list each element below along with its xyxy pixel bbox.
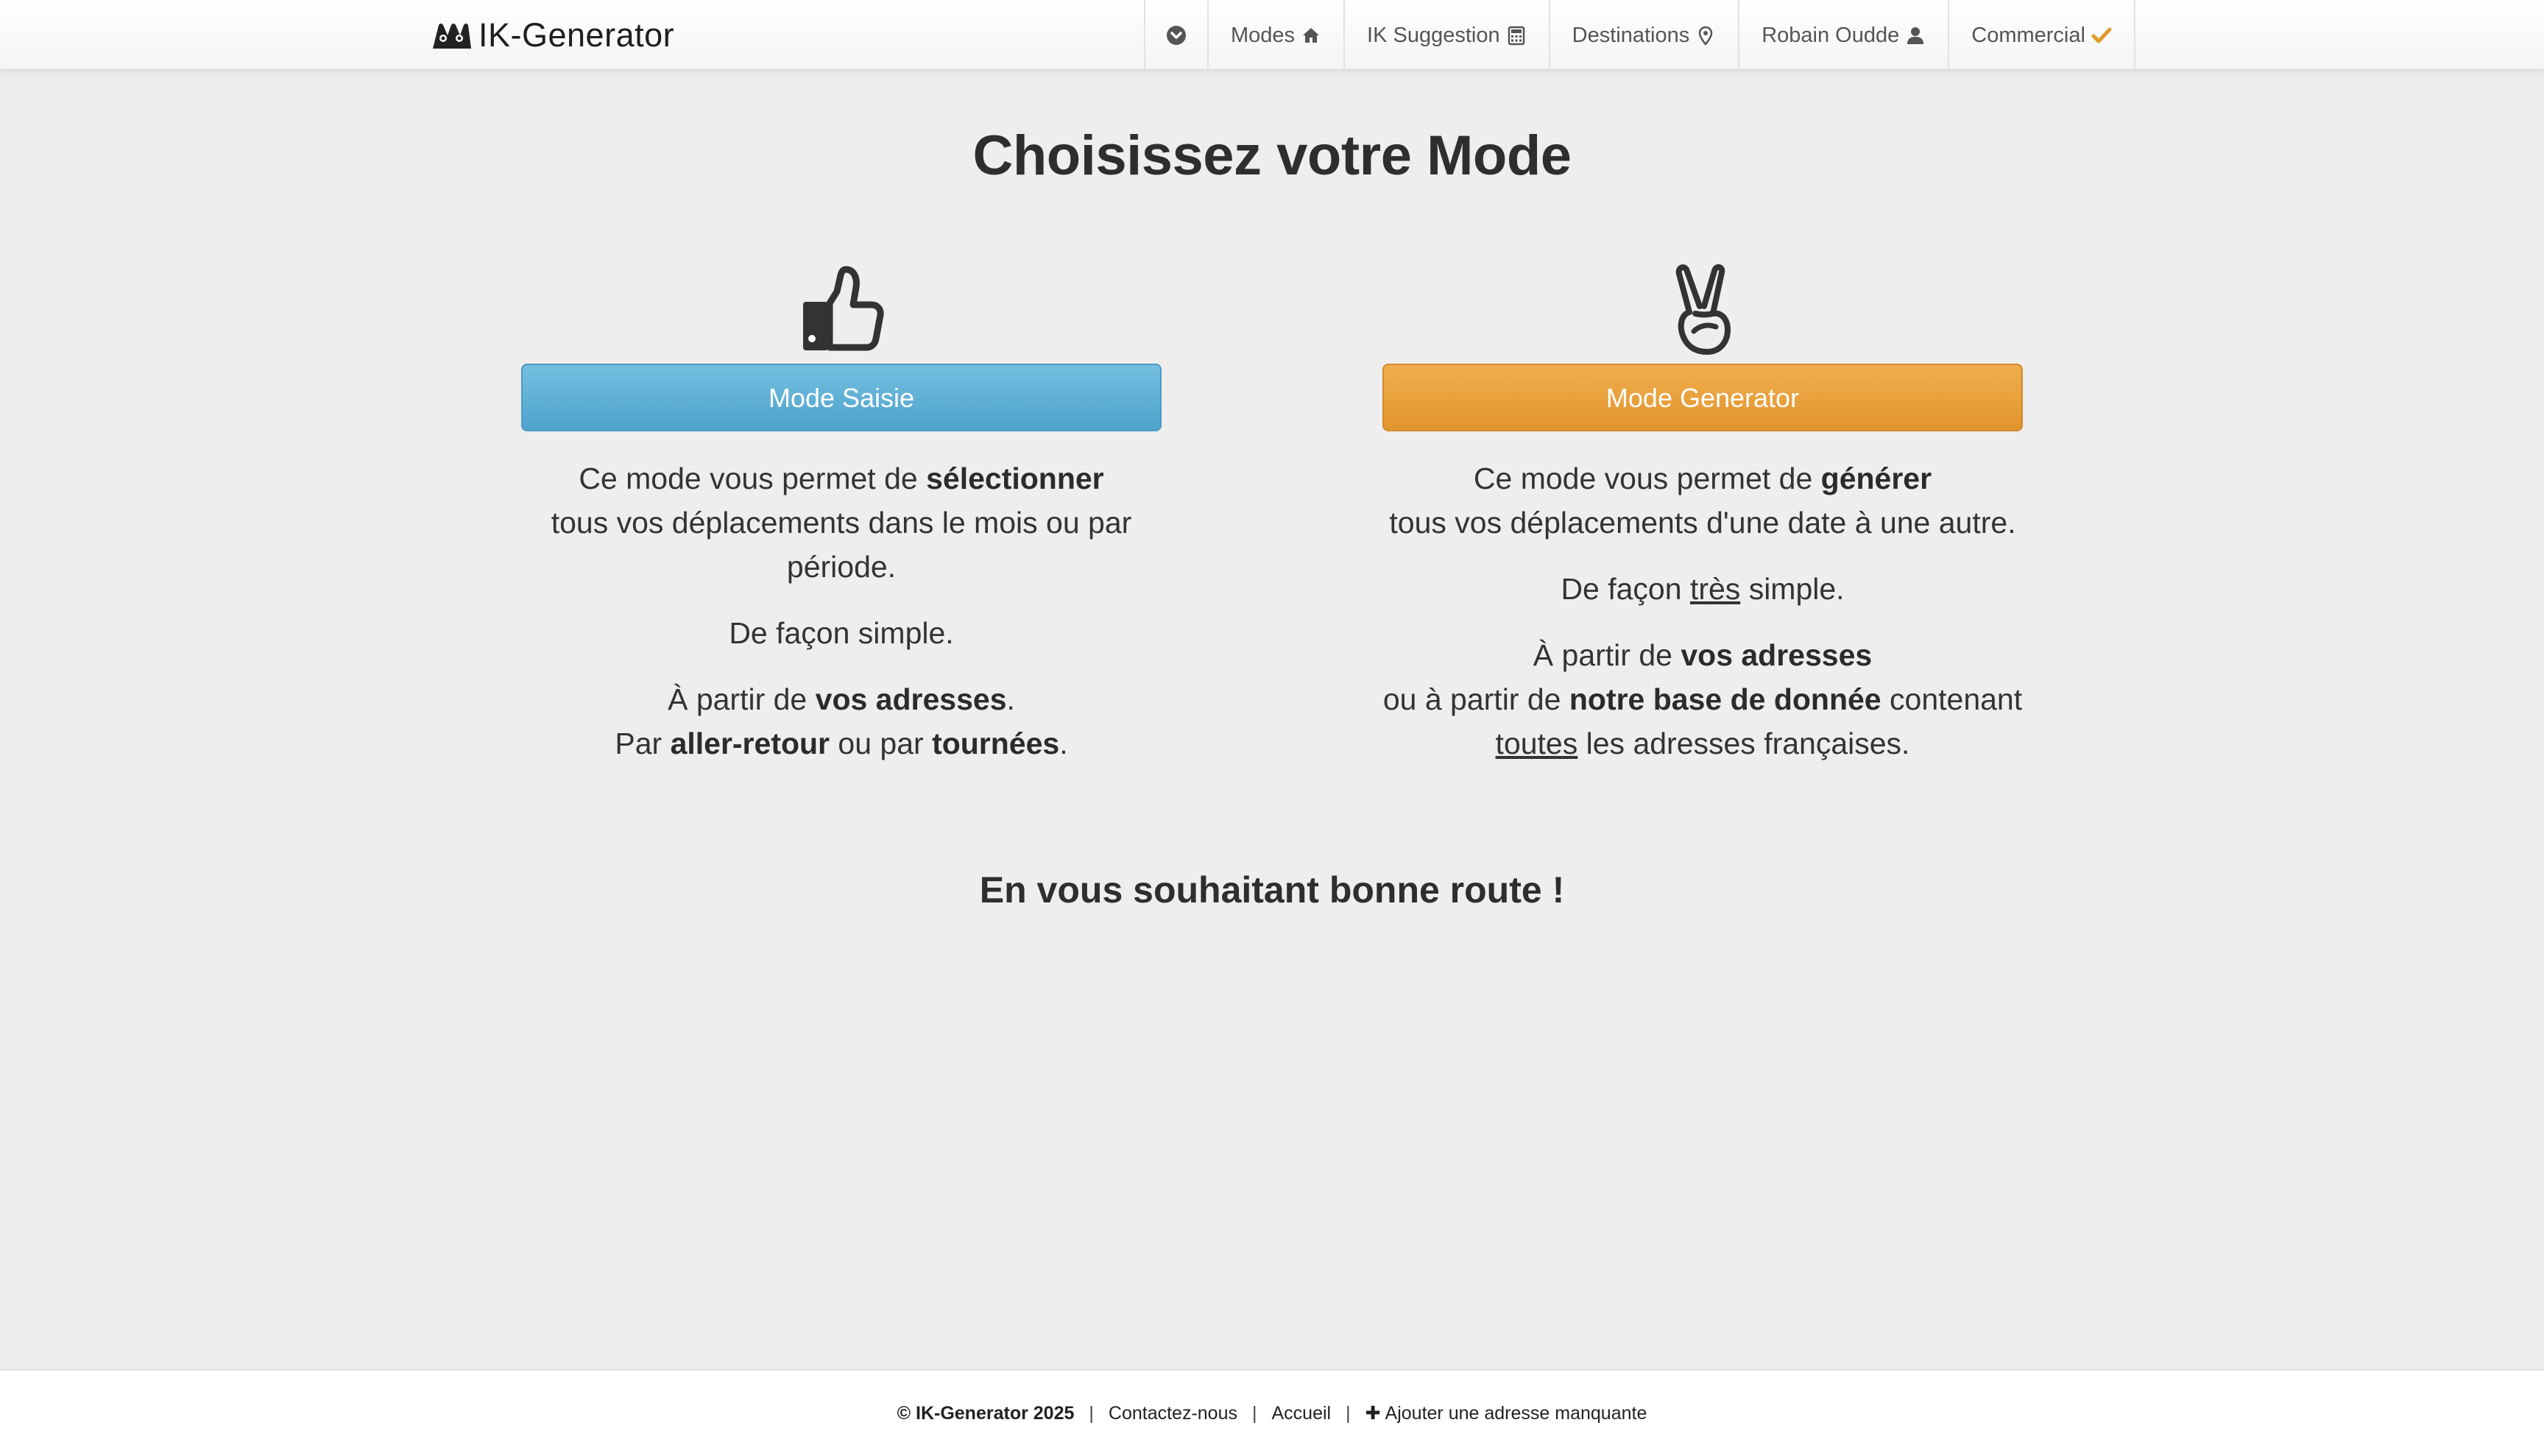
footer-home-link[interactable]: Accueil: [1271, 1402, 1332, 1424]
mode-saisie-panel: [521, 261, 1162, 788]
saisie-desc-p1: [521, 456, 1162, 589]
footer-separator: |: [1346, 1402, 1351, 1424]
home-icon: [1301, 25, 1321, 46]
check-icon: [2091, 25, 2112, 46]
text-strong: tournées: [932, 727, 1060, 760]
peace-hand-icon: [1658, 261, 1747, 356]
text-strong: aller-retour: [670, 727, 830, 760]
text-segment: À partir de: [668, 682, 816, 716]
nav-item-destinations[interactable]: [1550, 0, 1740, 71]
footer-add-address-label: Ajouter une adresse manquante: [1385, 1403, 1647, 1424]
mode-generator-button[interactable]: Mode Generator: [1382, 364, 2023, 431]
nav-item-label: Destinations: [1572, 23, 1690, 47]
saisie-desc-p2: De façon simple.: [729, 616, 954, 650]
page-footer: [0, 1369, 2544, 1456]
text-segment: Ce mode vous permet de: [579, 462, 927, 495]
thumbs-up-icon: [797, 261, 886, 356]
text-segment: À partir de: [1533, 638, 1681, 672]
nav-item-label: Robain Oudde: [1762, 23, 1900, 47]
mode-saisie-icon-wrap: [521, 261, 1162, 356]
text-strong: sélectionner: [926, 462, 1104, 495]
text-strong: vos adresses: [1681, 638, 1873, 672]
chevron-circle-down-icon: [1166, 25, 1187, 46]
farewell-message: En vous souhaitant bonne route !: [979, 869, 1565, 911]
text-segment: simple.: [1740, 572, 1845, 606]
generator-desc-p2: [1382, 567, 2023, 611]
text-segment: contenant: [1881, 682, 2023, 716]
text-segment: Par: [615, 727, 671, 760]
generator-desc-p1: [1382, 456, 2023, 545]
calculator-icon: [1506, 25, 1527, 46]
nav-item-label: IK Suggestion: [1367, 23, 1500, 47]
brand-name: IK-Generator: [478, 16, 675, 54]
saisie-desc-p3: [521, 677, 1162, 766]
nav-item-ik-suggestion[interactable]: [1345, 0, 1550, 71]
mode-generator-panel: [1382, 261, 2023, 788]
text-segment: les adresses françaises.: [1577, 727, 1910, 760]
text-segment: Ce mode vous permet de: [1473, 462, 1821, 495]
nav-dropdown-toggle[interactable]: [1145, 0, 1209, 71]
nav-item-label: Modes: [1231, 23, 1296, 47]
text-strong: vos adresses: [815, 682, 1007, 716]
page-title: Choisissez votre Mode: [972, 124, 1572, 187]
text-underline: très: [1689, 572, 1741, 606]
top-navbar: [0, 0, 2544, 71]
text-segment: .: [1059, 727, 1068, 760]
mode-generator-icon-wrap: [1382, 261, 2023, 356]
text-segment: .: [1006, 682, 1015, 716]
brand-link[interactable]: [431, 0, 674, 71]
nav-item-modes[interactable]: [1209, 0, 1345, 71]
footer-separator: |: [1252, 1402, 1257, 1424]
footer-separator: |: [1089, 1402, 1094, 1424]
main-nav: [1144, 0, 2135, 71]
mode-saisie-description: [521, 456, 1162, 766]
mode-saisie-button[interactable]: Mode Saisie: [521, 364, 1162, 431]
generator-desc-p3: [1382, 633, 2023, 766]
plus-icon: ✚: [1365, 1403, 1381, 1424]
nav-item-label: Commercial: [1971, 23, 2085, 47]
nav-item-commercial[interactable]: [1949, 0, 2135, 71]
brand-logo-icon: [431, 21, 471, 50]
text-strong: générer: [1820, 462, 1932, 495]
nav-item-user[interactable]: [1739, 0, 1949, 71]
text-segment: tous vos déplacements d'une date à une autre.: [1389, 506, 2016, 540]
text-segment: tous vos déplacements dans le mois ou par période.: [551, 506, 1132, 584]
text-strong: notre base de donnée: [1569, 682, 1882, 716]
user-icon: [1905, 25, 1926, 46]
footer-copyright: © IK-Generator 2025: [897, 1402, 1075, 1424]
text-underline: toutes: [1495, 727, 1578, 760]
footer-contact-link[interactable]: Contactez-nous: [1108, 1402, 1237, 1424]
text-segment: ou à partir de: [1382, 682, 1569, 716]
text-segment: De façon: [1561, 572, 1690, 606]
text-segment: ou par: [830, 727, 933, 760]
mode-generator-description: [1382, 456, 2023, 766]
footer-add-address-link[interactable]: [1365, 1402, 1647, 1424]
map-marker-icon: [1695, 25, 1716, 46]
